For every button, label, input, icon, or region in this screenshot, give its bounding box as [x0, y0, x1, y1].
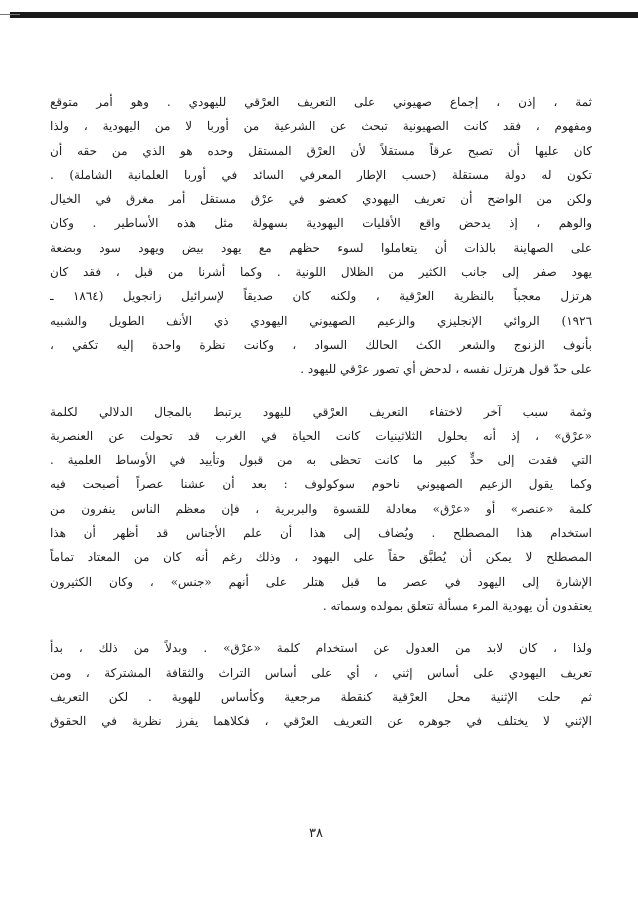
text-line: ١٩٢٦) الروائي الإنجليزي والزعيم الصهيوني اليهودي ذي الأنف الطويل والشبيه [50, 313, 592, 328]
text-line: كان عليها أن تصبح عرقاً مستقلاً لأن العرْق المستقل وحده هو الذي من حقه أن [50, 143, 592, 158]
text-line: بأنوف الزنوج والشعر الكث الحالك السواد ، وكانت نظرة واحدة إليه تكفي ، [50, 337, 592, 352]
paragraph-1 [50, 90, 592, 382]
top-rule [10, 12, 638, 18]
text-line: التي فقدت إلى حدٍّ كبير ما كانت تحظى به من قبول وتأييد في الأوساط العلمية . [50, 453, 592, 468]
text-line: كلمة «عنصر» أو «عرْق» معادلة للقسوة والبربرية ، فإن معظم الناس ينفرون من [50, 501, 592, 516]
text-line: الإثني لا يختلف في جوهره عن التعريف العرْقي ، فكلاهما يفرز نظرية في الحقوق [50, 714, 592, 729]
text-line: على الصهاينة بالذات أن يتعاملوا لسوء حظهم مع يهود بيض ويهود سود وبضعة [50, 240, 592, 255]
text-line: وكما يقول الزعيم الصهيوني ناحوم سوكولوف : بعد أن عشنا عصراً أصبحت فيه [50, 477, 592, 492]
text-line: تكون له دولة مستقلة (حسب الإطار المعرفي السائد في أوربا العلمانية الشاملة) . [50, 167, 592, 182]
text-line: على حدّ قول هرتزل نفسه ، لدحض أي تصور عرْقي لليهود . [300, 362, 592, 377]
body-text [50, 90, 592, 733]
text-line: ثمة ، إذن ، إجماع صهيوني على التعريف العرْقي لليهودي . وهو أمر متوقع [50, 95, 592, 109]
text-line: يعتقدون أن يهودية المرء مسألة تتعلق بمولده وسماته . [322, 598, 592, 613]
paragraph-gap [50, 618, 592, 636]
text-line: الإشارة إلى اليهود في عصر ما قبل هتلر على أنهم «جنس» ، وكان الكثيرون [50, 574, 592, 589]
text-line: ولكن من الواضح أن تعريف اليهودي كعضو في عرْق مستقل أمر مغرق في الخيال [50, 192, 592, 207]
text-line: استخدام هذا المصطلح . ويُضاف إلى هذا أن علم الأجناس قد أظهر أن هذا [50, 526, 592, 541]
text-line: «عرْق» ، إذ أنه بحلول الثلاثينيات كانت الحياة في الغرب قد تحولت عن العنصرية [50, 428, 592, 443]
text-line: ومفهوم ، فقد كانت الصهيونية تبحث عن الشرعية من أوربا لا من اليهودية ، ولذا [50, 119, 592, 134]
text-line: يهود صفر إلى جانب الكثير من الظلال اللونية . وكما أشرنا من قبل ، فقد كان [50, 265, 592, 280]
paragraph-2 [50, 400, 592, 619]
paragraph-3 [50, 636, 592, 733]
text-line: تعريف اليهودي على أساس إثني ، أي على أساس التراث والثقافة المشتركة ، ومن [50, 665, 592, 680]
page-number: ٣٨ [309, 826, 323, 841]
text-line: المصطلح لا يمكن أن يُطبَّق حقاً على اليهود ، وذلك رغم أنه كان من المعتاد تماماً [50, 550, 592, 565]
top-rule-thin [0, 14, 20, 15]
text-line: هرتزل معجباً بالنظرية العرْقية ، ولكنه كان صديقاً لإسرائيل زانجويل (١٨٦٤ ـ [50, 289, 592, 304]
text-line: وثمة سبب آخر لاختفاء التعريف العرْقي لليهود يرتبط بالمجال الدلالي لكلمة [50, 404, 592, 419]
text-line: ثم حلت الإثنية محل العرْقية كنقطة مرجعية وكأساس للهوية . لكن التعريف [50, 689, 592, 704]
paragraph-gap [50, 382, 592, 400]
text-line: والوهم ، إذ يدحض واقع الأقليات اليهودية بسهولة مثل هذه الأساطير . وكان [50, 216, 592, 231]
text-line: ولذا ، كان لابد من العدول عن استخدام كلمة «عرْق» . وبدلاً من ذلك ، بدأ [50, 641, 592, 656]
